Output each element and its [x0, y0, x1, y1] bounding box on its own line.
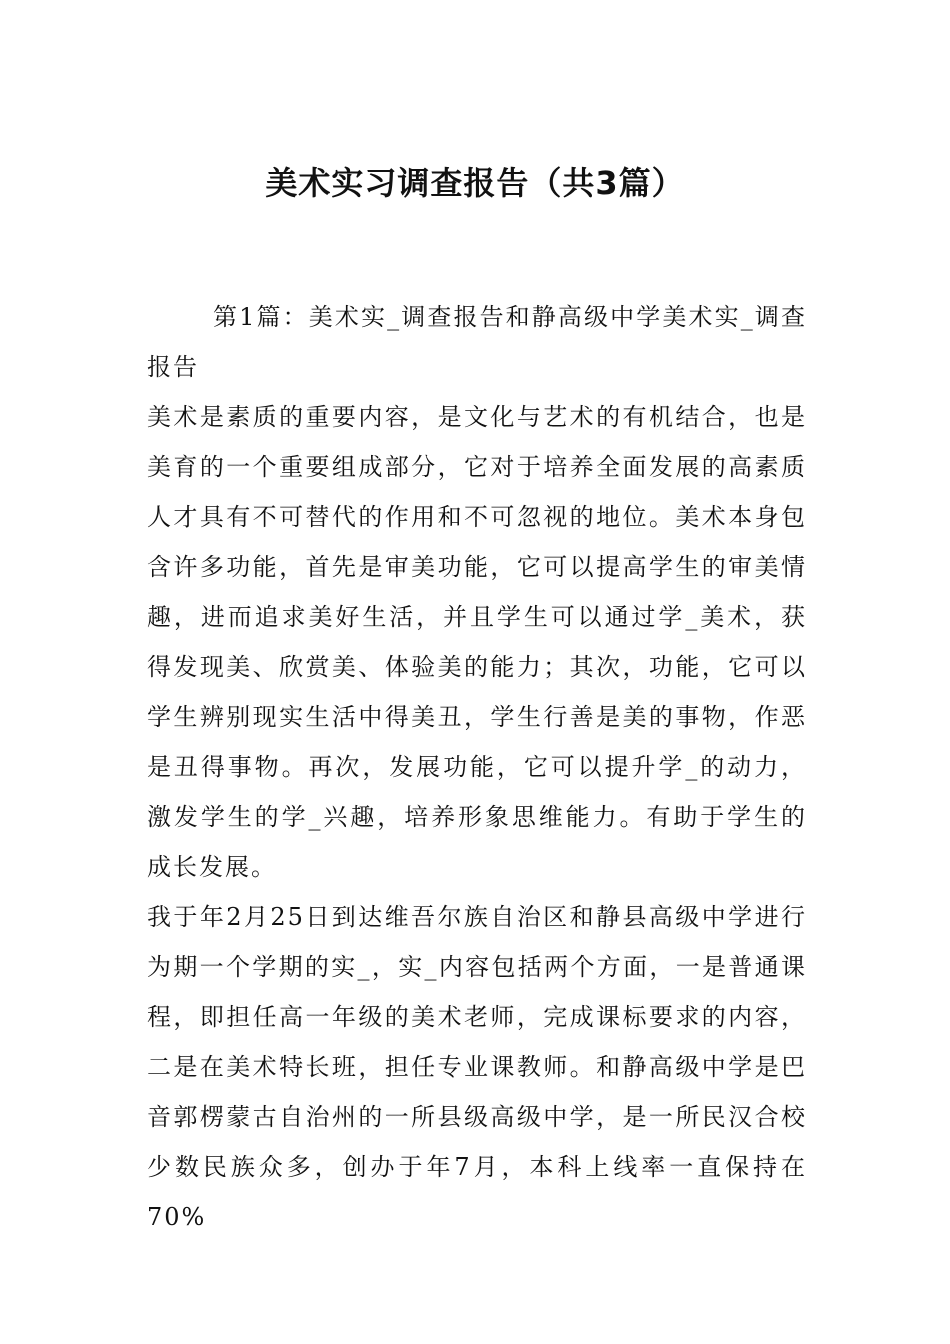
section-heading: 第1篇：美术实_调查报告和静高级中学美术实_调查报告	[147, 303, 807, 381]
document-body	[147, 292, 807, 1242]
paragraph-1: 美术是素质的重要内容，是文化与艺术的有机结合，也是美育的一个重要组成部分，它对于培养全面发展的高素质人才具有不可替代的作用和不可忽视的地位。美术本身包含许多功能，首先是审美功能，它可以提高学生的审美情趣，进而追求美好生活，并且学生可以通过学_美术，获得发现美、欣赏美、体验美的能力；其次，功能，它可以学生辨别现实生活中得美丑，学生行善是美的事物，作恶是丑得事物。再次，发展功能，它可以提升学_的动力，激发学生的学_兴趣，培养形象思维能力。有助于学生的成长发展。	[147, 403, 807, 881]
paragraph-2: 我于年2月25日到达维吾尔族自治区和静县高级中学进行为期一个学期的实_，实_内容包括两个方面，一是普通课程，即担任高一年级的美术老师，完成课标要求的内容，二是在美术特长班，担任专业课教师。和静高级中学是巴音郭楞蒙古自治州的一所县级高级中学，是一所民汉合校少数民族众多，创办于年7月，本科上线率一直保持在70%	[147, 903, 807, 1231]
document-title: 美术实习调查报告（共3篇）	[265, 164, 685, 202]
